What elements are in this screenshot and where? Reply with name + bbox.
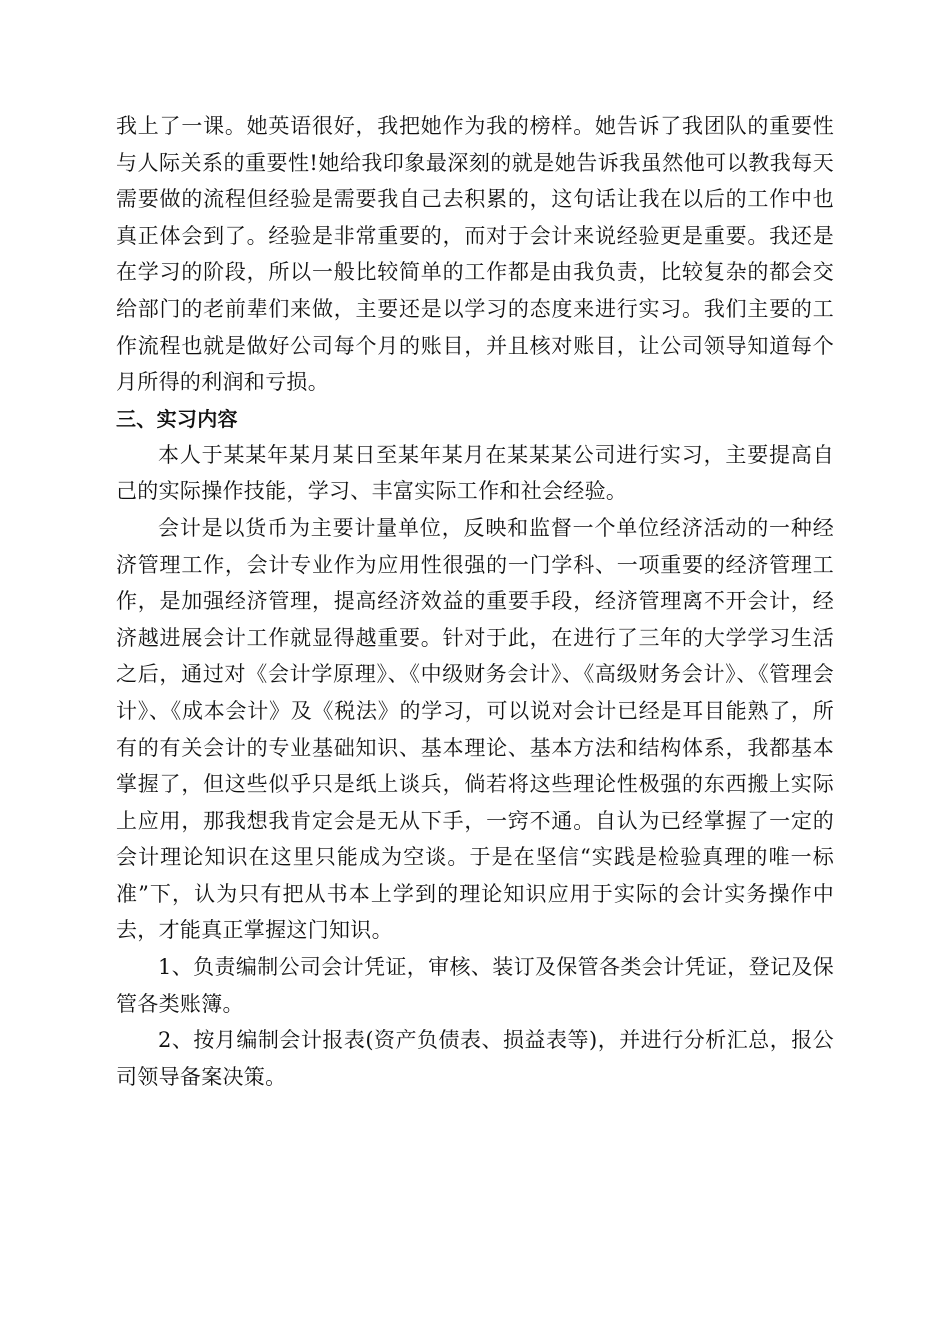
list-item-2: 2、按月编制会计报表(资产负债表、损益表等)，并进行分析汇总，报公司领导备案决策。: [116, 1028, 834, 1089]
document-page: [116, 108, 834, 1095]
paragraph-accounting: 会计是以货币为主要计量单位，反映和监督一个单位经济活动的一种经济管理工作，会计专业作为应用性很强的一门学科、一项重要的经济管理工作，是加强经济管理，提高经济效益的重要手段，经济管理离不开会计，经济越进展会计工作就显得越重要。针对于此，在进行了三年的大学学习生活之后，通过对《会计学原理》、《中级财务会计》、《高级财务会计》、《管理会计》、《成本会计》及《税法》的学习，可以说对会计已经是耳目能熟了，所有的有关会计的专业基础知识、基本理论、基本方法和结构体系，我都基本掌握了，但这些似乎只是纸上谈兵，倘若将这些理论性极强的东西搬上实际上应用，那我想我肯定会是无从下手，一窍不通。自认为已经掌握了一定的会计理论知识在这里只能成为空谈。于是在坚信“实践是检验真理的唯一标准”下，认为只有把从书本上学到的理论知识应用于实际的会计实务操作中去，才能真正掌握这门知识。: [116, 515, 834, 943]
paragraph-intro: 本人于某某年某月某日至某年某月在某某某公司进行实习，主要提高自己的实际操作技能，学习、丰富实际工作和社会经验。: [116, 442, 834, 504]
paragraph-continued: 我上了一课。她英语很好，我把她作为我的榜样。她告诉了我团队的重要性与人际关系的重要性!她给我印象最深刻的就是她告诉我虽然他可以教我每天需要做的流程但经验是需要我自己去积累的，这句话让我在以后的工作中也真正体会到了。经验是非常重要的，而对于会计来说经验更是重要。我还是在学习的阶段，所以一般比较简单的工作都是由我负责，比较复杂的都会交给部门的老前辈们来做，主要还是以学习的态度来进行实习。我们主要的工作流程也就是做好公司每个月的账目，并且核对账目，让公司领导知道每个月所得的利润和亏损。: [116, 114, 834, 395]
list-item-1: 1、负责编制公司会计凭证，审核、装订及保管各类会计凭证，登记及保管各类账簿。: [116, 955, 834, 1016]
section-heading: 三、实习内容: [116, 406, 238, 431]
